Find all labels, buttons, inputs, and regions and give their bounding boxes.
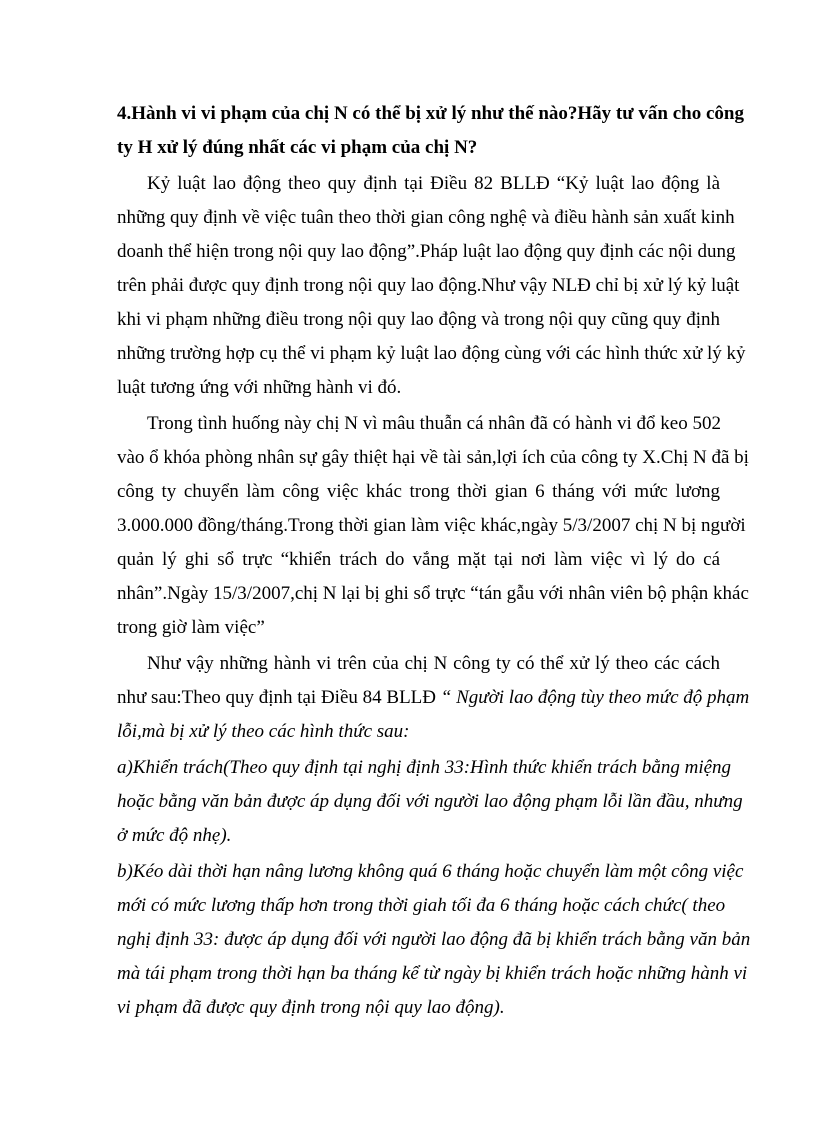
italic-quote-line: lỗi,mà bị xử lý theo các hình thức sau: — [117, 721, 410, 742]
paragraph3-line-mixed — [117, 686, 750, 710]
paragraph3-line: Như vậy những hành vi trên của chị N công ty có thể xử lý theo các cách — [147, 653, 720, 674]
paragraph2-line: vào ổ khóa phòng nhân sự gây thiệt hại về tài sản,lợi ích của công ty X.Chị N đã bị — [117, 447, 749, 468]
italic-quote-line: a)Khiển trách(Theo quy định tại nghị định 33:Hình thức khiển trách bằng miệng — [117, 757, 732, 778]
italic-quote-line: nghị định 33: được áp dụng đối với người lao động đã bị khiển trách bằng văn bản — [117, 929, 751, 950]
paragraph3-normal-text: như sau:Theo quy định tại Điều 84 BLLĐ — [117, 687, 441, 708]
paragraph2-line: nhân”.Ngày 15/3/2007,chị N lại bị ghi sổ trực “tán gẫu với nhân viên bộ phận khác — [117, 583, 749, 604]
italic-quote-line: mới có mức lương thấp hơn trong thời giah tối đa 6 tháng hoặc cách chức( theo — [117, 895, 726, 916]
paragraph1-line: trên phải được quy định trong nội quy lao động.Như vậy NLĐ chỉ bị xử lý kỷ luật — [117, 275, 740, 296]
paragraph2-line: công ty chuyển làm công việc khác trong thời gian 6 tháng với mức lương — [117, 481, 720, 502]
paragraph2-line: Trong tình huống này chị N vì mâu thuẫn cá nhân đã có hành vi đổ keo 502 — [147, 413, 721, 434]
quote-start-italic: “ Người lao động tùy theo mức độ phạm — [440, 687, 750, 708]
heading-line-1: 4.Hành vi vi phạm của chị N có thể bị xử lý như thế nào?Hãy tư vấn cho công — [117, 103, 744, 124]
paragraph1-line: những trường hợp cụ thể vi phạm kỷ luật lao động cùng với các hình thức xử lý kỷ — [117, 343, 746, 364]
paragraph1-line: những quy định về việc tuân theo thời gian công nghệ và điều hành sản xuất kinh — [117, 207, 735, 228]
paragraph2-line: 3.000.000 đồng/tháng.Trong thời gian làm việc khác,ngày 5/3/2007 chị N bị người — [117, 515, 746, 536]
heading-line-2: ty H xử lý đúng nhất các vi phạm của chị N? — [117, 137, 478, 158]
italic-quote-line: mà tái phạm trong thời hạn ba tháng kể từ ngày bị khiển trách hoặc những hành vi — [117, 963, 748, 984]
italic-quote-line: hoặc bằng văn bản được áp dụng đối với người lao động phạm lỗi lần đầu, nhưng — [117, 791, 743, 812]
paragraph2-line: trong giờ làm việc” — [117, 617, 265, 638]
paragraph1-line: Kỷ luật lao động theo quy định tại Điều 82 BLLĐ “Kỷ luật lao động là — [147, 173, 720, 194]
italic-quote-line: ở mức độ nhẹ). — [117, 825, 232, 846]
paragraph1-line: doanh thể hiện trong nội quy lao động”.Pháp luật lao động quy định các nội dung — [117, 241, 736, 262]
paragraph1-line: luật tương ứng với những hành vi đó. — [117, 377, 402, 398]
paragraph2-line: quản lý ghi sổ trực “khiển trách do vắng mặt tại nơi làm việc vì lý do cá — [117, 549, 720, 570]
paragraph1-line: khi vi phạm những điều trong nội quy lao động và trong nội quy cũng quy định — [117, 309, 720, 330]
italic-quote-line: vi phạm đã được quy định trong nội quy lao động). — [117, 997, 505, 1018]
italic-quote-line: b)Kéo dài thời hạn nâng lương không quá 6 tháng hoặc chuyển làm một công việc — [117, 861, 744, 882]
